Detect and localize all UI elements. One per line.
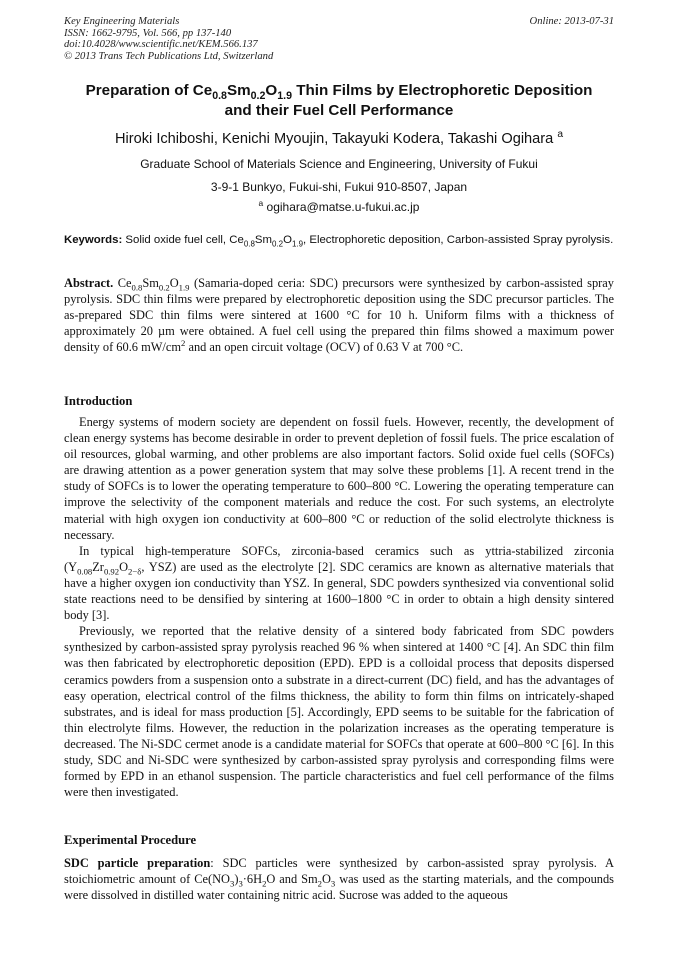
p2-sub: 0.08: [77, 566, 93, 577]
abs-sub: 0.8: [131, 282, 143, 293]
title-text: Thin Films by Electrophoretic Deposition: [292, 82, 593, 99]
affiliation-line-1: Graduate School of Materials Science and Engineering, University of Fukui: [140, 157, 538, 171]
experimental-heading: Experimental Procedure: [64, 833, 197, 847]
title-sub: 0.2: [250, 90, 266, 103]
p2-text: Zr: [92, 559, 104, 574]
p2-text: In typical high-temperature SOFCs, zirconia-based ceramics such as yttria-stabilized zirconia (Y: [64, 543, 614, 574]
kw-text: Sm: [254, 234, 272, 246]
abs-text: Sm: [142, 276, 159, 290]
p2-sub: 0.92: [103, 566, 120, 577]
sdc-prep-label: SDC particle preparation: [64, 856, 211, 870]
abs-text: and an open circuit voltage (OCV) of 0.63 V at 700 °C.: [185, 340, 464, 355]
copyright-line: © 2013 Trans Tech Publications Ltd, Switzerland: [64, 50, 274, 62]
exp-text: ): [234, 872, 239, 887]
exp-text: ·6H: [242, 872, 263, 887]
abs-sup: 2: [181, 338, 186, 349]
p2-sub: 2−δ: [128, 566, 142, 577]
author-list: [60, 131, 618, 147]
abs-sub: 0.2: [158, 282, 170, 293]
kw-sub: 1.9: [291, 239, 304, 249]
issn-line: ISSN: 1662-9795, Vol. 566, pp 137-140: [64, 27, 232, 39]
title-text: Preparation of Ce: [85, 82, 213, 99]
title-sub: 0.8: [212, 90, 227, 103]
abs-text: Ce: [113, 276, 132, 290]
exp-sub: 2: [262, 878, 267, 889]
keywords-label: Keywords:: [64, 234, 123, 246]
introduction-body: [64, 414, 614, 800]
exp-text: was used as the starting materials, and the compounds were dissolved in distilled water containing nitric acid. Sucrose was added to the aqueous: [64, 872, 614, 903]
journal-name: Key Engineering Materials: [64, 16, 180, 27]
kw-sub: 0.8: [243, 239, 255, 249]
author-sup: a: [557, 129, 564, 141]
author-names: Hiroki Ichiboshi, Kenichi Myoujin, Takayuki Kodera, Takashi Ogihara: [114, 131, 554, 147]
abstract: [64, 275, 614, 355]
p2-text: , YSZ) are used as the electrolyte [2]. SDC ceramics are known as alternative materials that have a higher oxygen ion conductivity than YSZ. In general, SDC powders synthesized via conventional solid state reactions need to be densified by sintering at 1600–1800 °C in order to obtain a high density sintered body [3].: [64, 559, 614, 623]
exp-text: O: [321, 872, 331, 887]
online-date: Online: 2013-07-31: [529, 16, 614, 27]
intro-heading: Introduction: [64, 394, 133, 408]
title-text: Sm: [226, 82, 251, 99]
exp-sub: 3: [330, 878, 336, 889]
email-line: [60, 200, 618, 214]
email-sup: a: [258, 198, 264, 208]
title-text: O: [265, 82, 278, 99]
kw-sub: 0.2: [271, 239, 284, 249]
email-address: ogihara@matse.u-fukui.ac.jp: [263, 200, 420, 214]
title-line-2: and their Fuel Cell Performance: [224, 101, 454, 119]
paper-title: [60, 81, 618, 120]
exp-sub: 2: [317, 878, 322, 889]
abs-sub: 1.9: [178, 282, 190, 293]
doi-line: doi:10.4028/www.scientific.net/KEM.566.137: [64, 39, 258, 51]
exp-text: : SDC particles were synthesized by carbon-assisted spray pyrolysis. A stoichiometric amount of Ce(NO: [64, 856, 614, 887]
kw-text: O: [283, 234, 292, 246]
exp-sub: 3: [229, 878, 235, 889]
kw-text: Solid oxide fuel cell, Ce: [122, 234, 244, 246]
abs-text: O: [169, 276, 179, 290]
intro-paragraph-2: [64, 543, 614, 623]
journal-header: [64, 16, 273, 62]
title-sub: 1.9: [277, 90, 292, 103]
abstract-label: Abstract.: [64, 276, 114, 290]
experimental-body: [64, 855, 614, 903]
intro-paragraph-3: Previously, we reported that the relative density of a sintered body fabricated from SDC powders synthesized by carbon-assisted spray pyrolysis reached 96 % when sintered at 1400 °C [4]. An SDC thin film was then fabricated by electrophoretic deposition (EPD). EPD is a colloidal process that deposits dispersed ceramics powders from a suspension onto a substrate in a direct-current (DC) field, and has the advantages of easy operation, electrical control of the films thickness, the ability to form thin films on intricately-shaped substrates, and is ideal for mass production [5]. Accordingly, EPD seems to be suitable for the fabrication of thin electrolyte films. However, the reduction in the polarization increases as the operating temperature is decreased. The Ni-SDC cermet anode is a candidate material for SOFCs that operate at 600–800 °C [6]. In this study, SDC and Ni-SDC were synthesized by carbon-assisted spray pyrolysis and corresponding films were formed by EPD in an ethanol suspension. The particle characteristics and fuel cell performance of the films were then investigated.: [64, 624, 614, 800]
intro-paragraph-1: Energy systems of modern society are dependent on fossil fuels. However, recently, the development of clean energy systems has become desirable in order to prevent depletion of fossil fuels. The price escalation of oil resources, global warming, and other problems are also important factors. Solid oxide fuel cells (SOFCs) are drawing attention as a power generation system that may solve these problems [1]. A recent trend in the study of SOFCs is to lower the operating temperature to 600–800 °C. Lowering the operating temperature can improve the selectivity of the component materials and reduce the cost. For such systems, an electrolyte material with high oxygen ion conductivity at 600–800 °C or reduction of the solid electrolyte thickness is necessary.: [64, 415, 614, 542]
p2-text: O: [119, 559, 129, 574]
kw-text: , Electrophoretic deposition, Carbon-assisted Spray pyrolysis.: [303, 234, 614, 246]
keywords: [64, 233, 614, 249]
exp-text: O and Sm: [266, 872, 318, 887]
exp-sub: 3: [238, 878, 243, 889]
abs-text: (Samaria-doped ceria: SDC) precursors were synthesized by carbon-assisted spray pyrolysis. SDC thin films were prepared by electrophoretic deposition using the SDC precursor particles. The as-prepared SDC thin films were sintered at 1600 °C for 10 h. Uniform films with a thickness of approximately 20 µm were obtained. A fuel cell using the prepared thin films showed a maximum power density of 60.6 mW/cm: [64, 276, 614, 355]
affiliation-line-2: 3-9-1 Bunkyo, Fukui-shi, Fukui 910-8507, Japan: [210, 180, 468, 194]
